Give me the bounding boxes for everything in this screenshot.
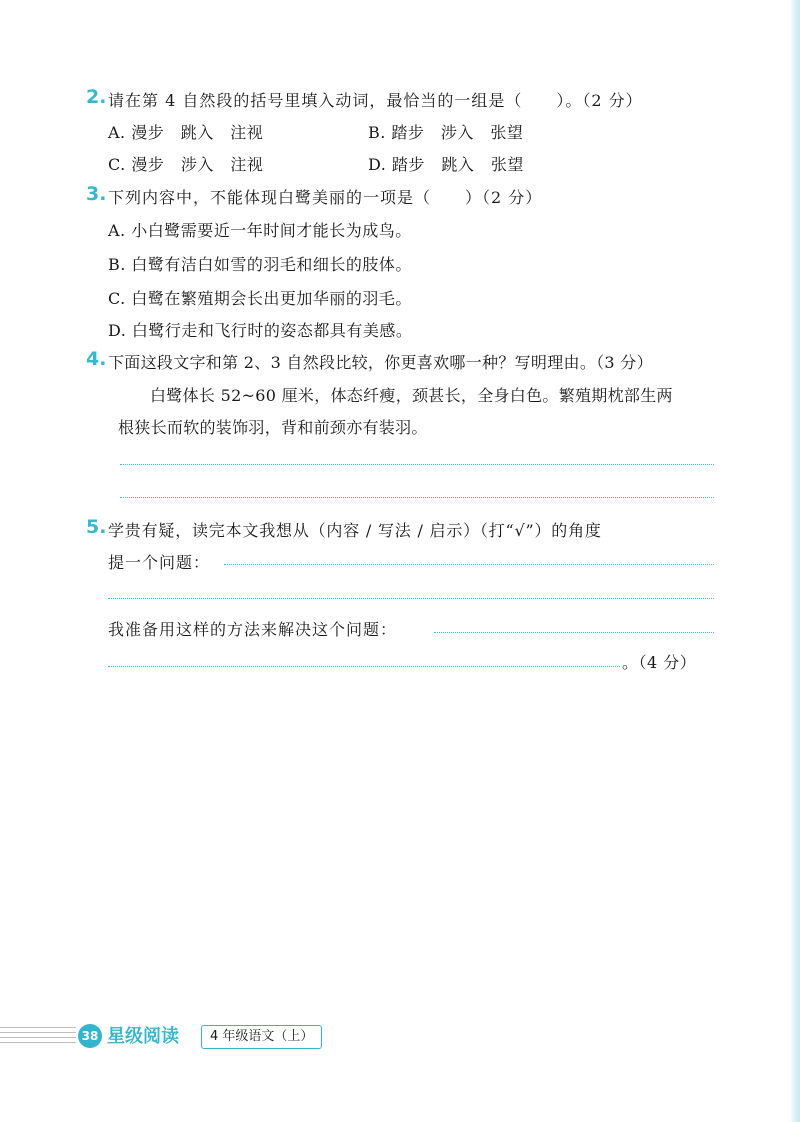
- question-2-number: 2.: [86, 86, 107, 108]
- question-5-text: 学贵有疑，读完本文我想从（内容 / 写法 / 启示）（打“√”）的角度: [108, 521, 602, 540]
- question-2-text: 请在第 4 自然段的括号里填入动词，最恰当的一组是（ ）。（2 分）: [108, 91, 643, 110]
- question-3-option-c[interactable]: C. 白鹭在繁殖期会长出更加华丽的羽毛。: [108, 289, 412, 308]
- question-5-score: 。（4 分）: [622, 653, 697, 672]
- question-5-ask-line[interactable]: [224, 564, 714, 565]
- brand-logo-text: 星级阅读: [107, 1026, 179, 1047]
- question-4-passage-line-1: 白鹭体长 52~60 厘米，体态纤瘦，颈甚长，全身白色。繁殖期枕部生两: [150, 386, 673, 405]
- grade-label: 4 年级语文（上）: [201, 1025, 322, 1049]
- question-5-solve-line-2[interactable]: [108, 666, 620, 667]
- question-3-number: 3.: [86, 183, 107, 205]
- footer-rule-4: [0, 1042, 76, 1043]
- question-3-option-b[interactable]: B. 白鹭有洁白如雪的羽毛和细长的肢体。: [108, 255, 412, 274]
- page-edge-strip: [790, 0, 800, 1122]
- question-5-ask-line-2[interactable]: [108, 598, 714, 599]
- question-4-text: 下面这段文字和第 2、3 自然段比较，你更喜欢哪一种？写明理由。（3 分）: [108, 353, 653, 372]
- question-3-text: 下列内容中，不能体现白鹭美丽的一项是（ ）（2 分）: [108, 188, 543, 207]
- question-3-option-a[interactable]: A. 小白鹭需要近一年时间才能长为成鸟。: [108, 221, 412, 240]
- question-4-passage-line-2: 根狭长而软的装饰羽，背和前颈亦有装羽。: [118, 418, 428, 437]
- question-2-option-a[interactable]: A. 漫步 跳入 注视: [108, 123, 264, 142]
- question-2-option-c[interactable]: C. 漫步 涉入 注视: [108, 155, 264, 174]
- footer-rule-1: [0, 1027, 76, 1028]
- question-3-option-d[interactable]: D. 白鹭行走和飞行时的姿态都具有美感。: [108, 321, 413, 340]
- question-5-number: 5.: [86, 516, 107, 538]
- question-4-answer-line-2[interactable]: [120, 497, 714, 498]
- question-5-solve-line[interactable]: [434, 632, 714, 633]
- question-4-number: 4.: [86, 348, 107, 370]
- footer-rule-2: [0, 1032, 76, 1033]
- question-2-option-d[interactable]: D. 踏步 跳入 张望: [368, 155, 524, 174]
- page-number-badge: 38: [78, 1024, 102, 1048]
- question-4-answer-line-1[interactable]: [120, 464, 714, 465]
- question-5-ask-label: 提一个问题：: [108, 553, 211, 572]
- question-5-solve-label: 我准备用这样的方法来解决这个问题：: [108, 620, 398, 639]
- question-2-option-b[interactable]: B. 踏步 涉入 张望: [368, 123, 524, 142]
- footer-rule-3: [0, 1037, 76, 1038]
